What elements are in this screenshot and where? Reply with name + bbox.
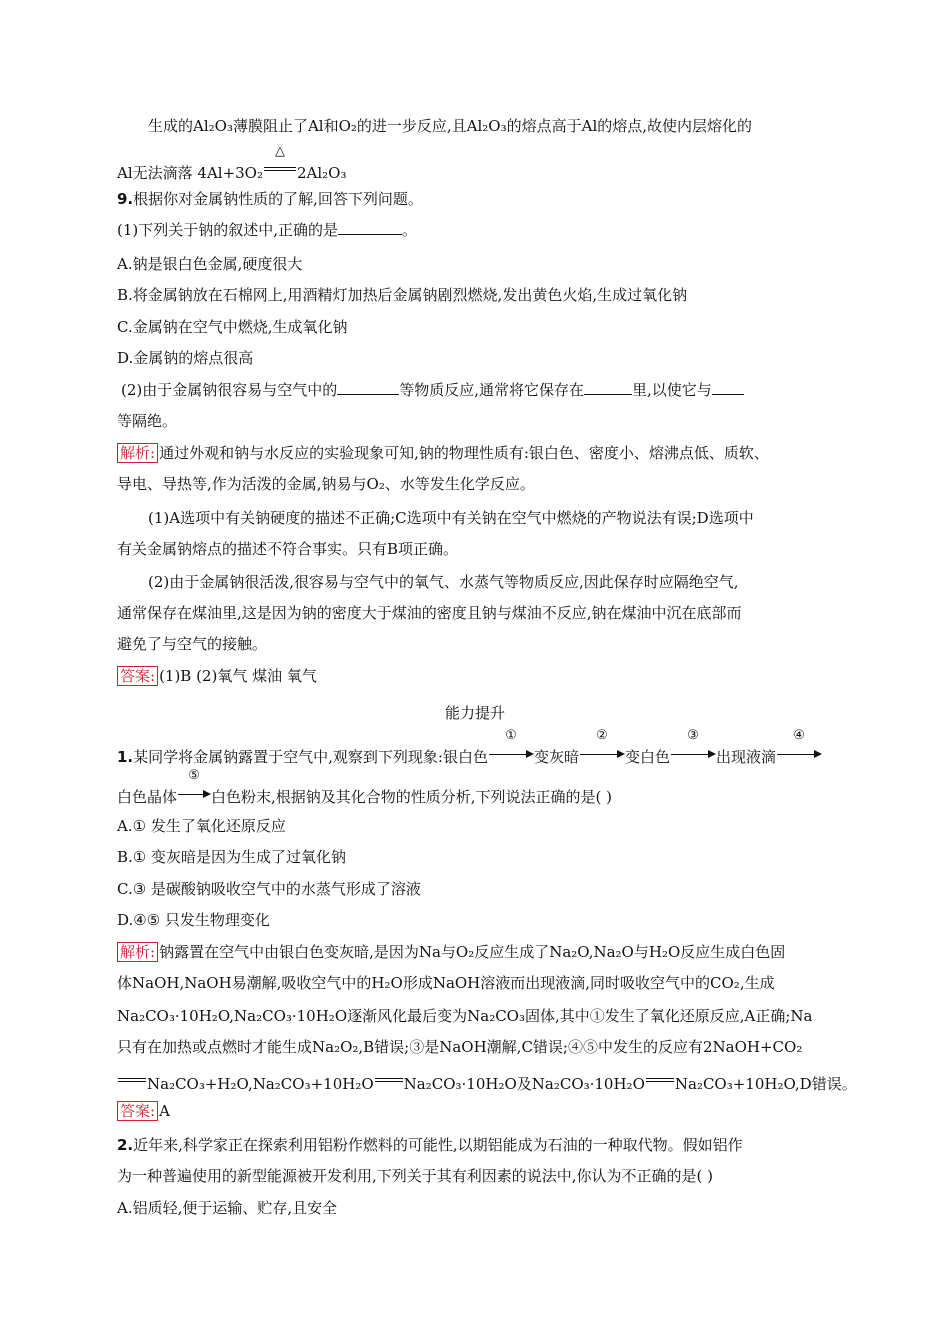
q1-explanation-line-4: 只有在加热或点燃时才能生成Na₂O₂,B错误;③是NaOH潮解,C错误;④⑤中发生的反应有2NaOH+CO₂	[117, 1038, 803, 1056]
arrow-2-label: ②	[596, 728, 608, 743]
q1-explanation-text-5c: Na₂CO₃+10H₂O,D错误。	[674, 1075, 857, 1093]
q1-explanation-line-2: 体NaOH,NaOH易潮解,吸收空气中的H₂O形成NaOH溶液而出现液滴,同时吸收空气中的CO₂,生成	[117, 974, 775, 992]
arrow-3-label: ③	[687, 728, 699, 743]
q1-stem-line-1	[117, 728, 822, 767]
arrow-5-label: ⑤	[188, 768, 200, 783]
q9-answer-text: (1)B (2)氧气 煤油 氧气	[159, 667, 317, 685]
q9-explanation-line-1	[117, 443, 769, 463]
arrow-2-icon	[579, 728, 625, 762]
q1-stem-text-6: 白色粉末,根据钠及其化合物的性质分析,下列说法正确的是( )	[211, 788, 613, 806]
q1-stem-text-2: 变灰暗	[533, 748, 579, 766]
arrow-3-icon	[670, 728, 716, 762]
q9-stem-text: 根据你对金属钠性质的了解,回答下列问题。	[133, 190, 423, 208]
q1-stem-text-1: 某同学将金属钠露置于空气中,观察到下列现象:银白色	[133, 748, 488, 766]
q9-number: 9.	[117, 190, 134, 208]
q9-part1	[117, 220, 417, 240]
q9-part2	[121, 380, 744, 400]
q9-explanation-line-5: (2)由于金属钠很活泼,很容易与空气中的氧气、水蒸气等物质反应,因此保存时应隔绝空气,	[148, 573, 739, 591]
equals-sign-1	[117, 1069, 147, 1089]
arrow-1-icon	[488, 728, 534, 762]
q1-stem-text-3: 变白色	[624, 748, 670, 766]
q9-option-d: D.金属钠的熔点很高	[117, 349, 254, 367]
q2-stem-line-2: 为一种普遍使用的新型能源被开发利用,下列关于其有利因素的说法中,你认为不正确的是( )	[117, 1167, 714, 1185]
q1-stem-text-5: 白色晶体	[117, 788, 178, 806]
q9-part2-text-b: 等物质反应,通常将它保存在	[399, 381, 585, 399]
q1-explanation-line-3: Na₂CO₃·10H₂O,Na₂CO₃·10H₂O逐渐风化最后变为Na₂CO₃固体,其中①发生了氧化还原反应,A正确;Na	[117, 1007, 813, 1025]
heat-triangle-icon: △	[275, 144, 285, 159]
q9-part1-blank[interactable]	[338, 220, 402, 235]
q1-answer-text: A	[159, 1102, 170, 1120]
q9-answer	[117, 666, 317, 686]
q9-part2-text-a: (2)由于金属钠很容易与空气中的	[121, 381, 338, 399]
q9-option-a: A.钠是银白色金属,硬度很大	[117, 255, 303, 273]
prev-equation-left: Al无法滴落 4Al+3O₂	[117, 164, 263, 182]
prev-explanation-line-2	[117, 144, 347, 183]
q1-answer	[117, 1101, 170, 1121]
section-title: 能力提升	[444, 704, 505, 722]
q9-option-c: C.金属钠在空气中燃烧,生成氧化钠	[117, 318, 348, 336]
q9-part2-blank-1[interactable]	[337, 380, 399, 395]
q9-explanation-text-1: 通过外观和钠与水反应的实验现象可知,钠的物理性质有:银白色、密度小、熔沸点低、质软、	[159, 444, 769, 462]
prev-explanation-line-1: 生成的Al₂O₃薄膜阻止了Al和O₂的进一步反应,且Al₂O₃的熔点高于Al的熔点,故使内层熔化的	[148, 117, 753, 135]
q1-stem-line-2	[117, 768, 613, 807]
q1-explanation-line-5	[117, 1069, 857, 1094]
q9-option-b: B.将金属钠放在石棉网上,用酒精灯加热后金属钠剧烈燃烧,发出黄色火焰,生成过氧化钠	[117, 286, 688, 304]
q2-stem-line-1	[117, 1135, 743, 1155]
q1-answer-label: 答案:	[117, 1101, 158, 1121]
q1-explanation-label: 解析:	[117, 942, 158, 962]
q9-part1-end: 。	[402, 221, 418, 239]
arrow-4-icon	[776, 728, 822, 762]
q9-stem	[117, 189, 423, 209]
arrow-4-label: ④	[793, 728, 805, 743]
q1-explanation-text-5a: Na₂CO₃+H₂O,Na₂CO₃+10H₂O	[147, 1075, 374, 1093]
q9-part1-text: (1)下列关于钠的叙述中,正确的是	[117, 221, 339, 239]
q1-stem-text-4: 出现液滴	[716, 748, 777, 766]
q9-explanation-line-3: (1)A选项中有关钠硬度的描述不正确;C选项中有关钠在空气中燃烧的产物说法有误;D选项中	[148, 509, 754, 527]
q9-part2-blank-2[interactable]	[584, 380, 632, 395]
q1-option-a: A.① 发生了氧化还原反应	[117, 817, 286, 835]
equals-sign-3	[645, 1069, 675, 1089]
heat-equals-sign	[263, 144, 297, 178]
equals-sign-2	[374, 1069, 404, 1089]
q9-part2-cont: 等隔绝。	[117, 412, 178, 430]
q1-option-b: B.① 变灰暗是因为生成了过氧化钠	[117, 848, 347, 866]
prev-equation-right: 2Al₂O₃	[297, 164, 347, 182]
q9-part2-text-c: 里,以使它与	[632, 381, 712, 399]
q9-explanation-line-4: 有关金属钠熔点的描述不符合事实。只有B项正确。	[117, 540, 459, 558]
q1-explanation-text-5b: Na₂CO₃·10H₂O及Na₂CO₃·10H₂O	[403, 1075, 645, 1093]
q1-option-c: C.③ 是碳酸钠吸收空气中的水蒸气形成了溶液	[117, 880, 421, 898]
q9-answer-label: 答案:	[117, 666, 158, 686]
arrow-1-label: ①	[505, 728, 517, 743]
q2-stem-text-1: 近年来,科学家正在探索利用铝粉作燃料的可能性,以期铝能成为石油的一种取代物。假如铝作	[133, 1136, 743, 1154]
arrow-5-icon	[177, 768, 211, 802]
q1-explanation-text-1: 钠露置在空气中由银白色变灰暗,是因为Na与O₂反应生成了Na₂O,Na₂O与H₂O反应生成白色固	[159, 943, 786, 961]
q9-part2-blank-3[interactable]	[712, 380, 744, 395]
q9-explanation-line-6: 通常保存在煤油里,这是因为钠的密度大于煤油的密度且钠与煤油不反应,钠在煤油中沉在底部而	[117, 604, 742, 622]
q1-number: 1.	[117, 748, 134, 766]
q9-explanation-line-7: 避免了与空气的接触。	[117, 635, 268, 653]
q1-explanation-line-1	[117, 942, 785, 962]
q2-number: 2.	[117, 1136, 134, 1154]
q9-explanation-label: 解析:	[117, 443, 158, 463]
q1-option-d: D.④⑤ 只发生物理变化	[117, 911, 270, 929]
q9-explanation-line-2: 导电、导热等,作为活泼的金属,钠易与O₂、水等发生化学反应。	[117, 475, 535, 493]
q2-option-a: A.铝质轻,便于运输、贮存,且安全	[117, 1199, 338, 1217]
